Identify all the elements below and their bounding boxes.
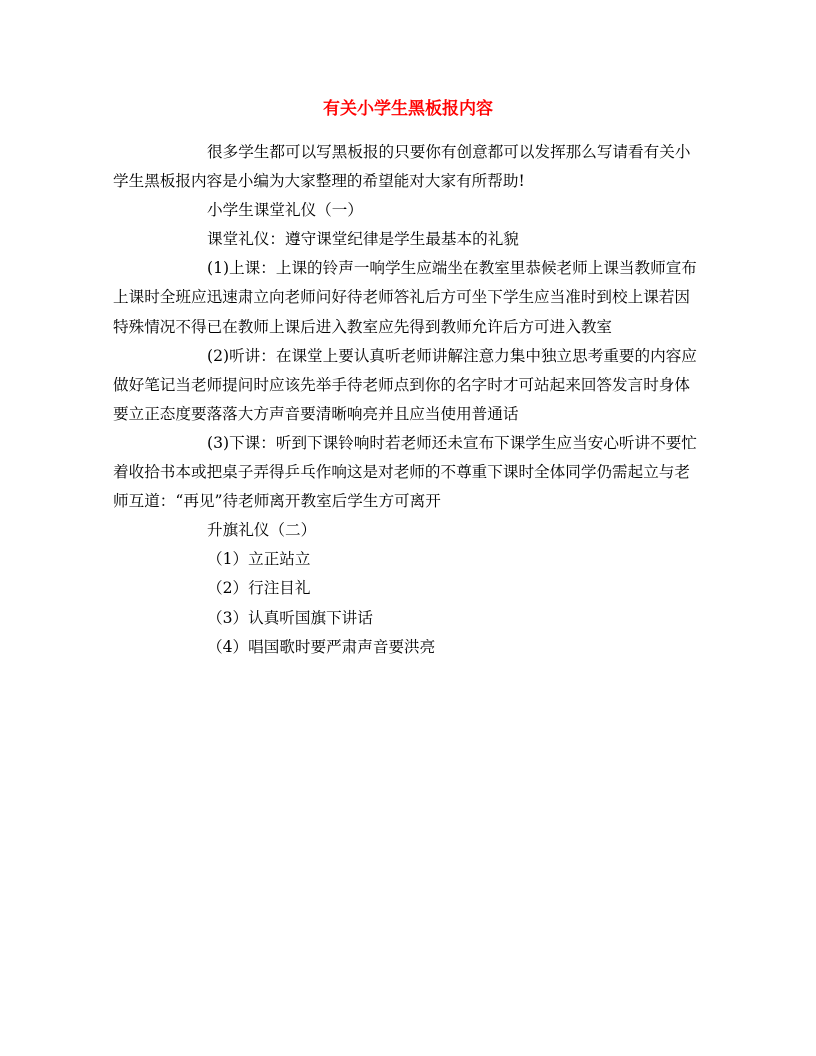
section-heading-flag: 升旗礼仪（二） <box>207 521 317 540</box>
class-start-paragraph: (1)上课：上课的铃声一响学生应端坐在教室里恭候老师上课当教师宣布上课时全班应迅速肃立向老师问好待老师答礼后方可坐下学生应当准时到校上课若因特殊情况不得已在教师上课后进入教室应先得到教师允许后方可进入教室 <box>113 259 697 336</box>
flag-item-1: （1）立正站立 <box>207 550 311 569</box>
flag-item-3: （3）认真听国旗下讲话 <box>207 608 373 627</box>
document-body <box>113 138 703 662</box>
class-end-paragraph: (3)下课：听到下课铃响时若老师还未宣布下课学生应当安心听讲不要忙着收拾书本或把桌子弄得乒乓作响这是对老师的不尊重下课时全体同学仍需起立与老师互道：“再见”待老师离开教室后学生方可离开 <box>113 433 697 511</box>
document-title: 有关小学生黑板报内容 <box>323 99 493 119</box>
intro-paragraph: 很多学生都可以写黑板报的只要你有创意都可以发挥那么写请看有关小学生黑板报内容是小编为大家整理的希望能对大家有所帮助! <box>113 143 691 191</box>
flag-item-4: （4）唱国歌时要严肃声音要洪亮 <box>207 637 436 656</box>
section-heading-classroom: 小学生课堂礼仪（一） <box>207 201 363 220</box>
listening-paragraph: (2)听讲：在课堂上要认真听老师讲解注意力集中独立思考重要的内容应做好笔记当老师提问时应该先举手待老师点到你的名字时才可站起来回答发言时身体要立正态度要落落大方声音要清晰响亮并且应当使用普通话 <box>113 346 697 423</box>
flag-item-2: （2）行注目礼 <box>207 579 311 598</box>
classroom-etiquette-paragraph: 课堂礼仪：遵守课堂纪律是学生最基本的礼貌 <box>207 230 519 249</box>
